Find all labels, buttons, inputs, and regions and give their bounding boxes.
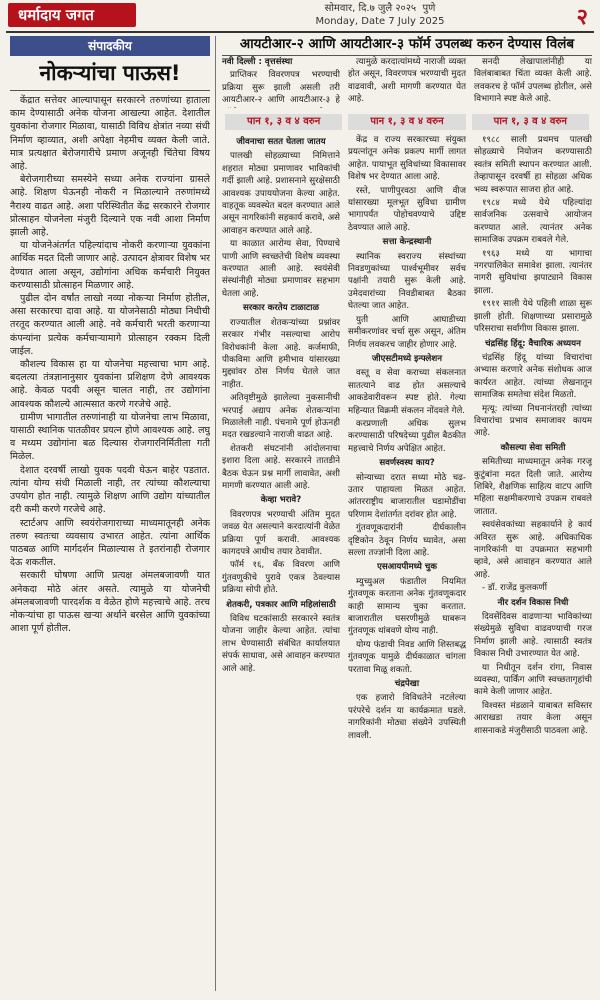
news-section bbox=[222, 36, 592, 991]
article-paragraph: योग्य फंडाची निवड आणि शिस्तबद्ध गुंतवणूक यामुळे दीर्घकाळात चांगला परतावा मिळू शकतो. bbox=[348, 639, 466, 675]
article-paragraph: गुंतवणूकदारांनी दीर्घकालीन दृष्टिकोन ठेवून निर्णय घ्यावेत, असा सल्ला तज्ज्ञांनी दिला आहे. bbox=[348, 523, 466, 558]
news-top-col bbox=[222, 56, 340, 108]
article-paragraph: या निधीतून दर्शन रांगा, निवास व्यवस्था, पार्किंग आणि स्वच्छतागृहांची कामे केली जाणार आहेत. bbox=[474, 662, 592, 698]
news-lower-columns bbox=[222, 134, 592, 991]
author-signature: - डॉ. राजेंद्र कुलकर्णी bbox=[482, 583, 547, 594]
subheading: केव्हा भरावे? bbox=[260, 495, 302, 506]
article-paragraph: समितीच्या माध्यमातून अनेक गरजू कुटुंबांना मदत दिली जाते. आरोग्य शिबिरे, शैक्षणिक साहित्य वाटप आणि महिला सक्षमीकरणाचे उपक्रम राबवले जातात. bbox=[474, 457, 592, 517]
article-paragraph: १९८८ साली प्रथमच पालखी सोहळ्याचे नियोजन करण्यासाठी स्वतंत्र समिती स्थापन करण्यात आली. तेव्हापासून दरवर्षी हा सोहळा अधिक भव्य स्वरूपात साजरा होत आहे. bbox=[474, 135, 592, 195]
article-paragraph: करप्रणाली अधिक सुलभ करण्यासाठी परिषदेच्या पुढील बैठकीत महत्त्वाचे निर्णय अपेक्षित आहेत. bbox=[348, 418, 466, 454]
article-paragraph: शेतकरी संघटनांनी आंदोलनाचा इशारा दिला आहे. सरकारने तातडीने बैठक घेऊन प्रश्न मार्गी लावावेत, अशी मागणी करण्यात आली आहे. bbox=[222, 443, 340, 491]
subheading: चंद्रसिंह हिंदू: वैचारिक अध्ययन bbox=[485, 338, 581, 349]
article-paragraph: १९६३ मध्ये या भागाचा नगरपालिकेत समावेश झाला. त्यानंतर नागरी सुविधांचा झपाट्याने विकास झाला. bbox=[474, 248, 592, 296]
continued-label: पान १, ३ व ४ वरुन bbox=[472, 114, 589, 130]
article-paragraph: पालखी सोहळ्याच्या निमित्ताने शहरात मोठ्या प्रमाणावर भाविकांची गर्दी झाली आहे. प्रशासनाने सुरक्षेसाठी आवश्यक उपाययोजना केल्या आहेत. वाहतूक व्यवस्थेत बदल करण्यात आले असून नागरिकांनी सहकार्य करावे, असे आवाहन करण्यात आले आहे. bbox=[222, 151, 340, 236]
news-top-text: त्यामुळे करदात्यांमध्ये नाराजी व्यक्त होत असून, विवरणपत्र भरण्याची मुदत वाढवावी, अशी मागणी करण्यात येत आहे. bbox=[348, 57, 466, 105]
article-paragraph: विश्वस्त मंडळाने याबाबत सविस्तर आराखडा तयार केला असून शासनाकडे मंजुरीसाठी पाठवला आहे. bbox=[474, 700, 592, 736]
article-paragraph: विवरणपत्र भरण्याची अंतिम मुदत जवळ येत असल्याने करदात्यांनी वेळेत प्रक्रिया पूर्ण करावी. आवश्यक कागदपत्रे आधीच तयार ठेवावीत. bbox=[222, 509, 340, 557]
news-column-1 bbox=[222, 134, 340, 991]
article-paragraph: १९८४ मध्ये येथे पहिल्यांदा सार्वजनिक उत्सवाचे आयोजन करण्यात आले. त्यानंतर अनेक सामाजिक उपक्रम राबवले गेले. bbox=[474, 198, 592, 246]
subheading: सरकार करतेय टाळाटाळ bbox=[242, 303, 320, 314]
section-label: पुणे bbox=[422, 3, 436, 14]
news-top-columns bbox=[222, 56, 592, 108]
article-paragraph: वस्तू व सेवा कराच्या संकलनात सातत्याने वाढ होत असल्याचे आकडेवारीवरून स्पष्ट होते. गेल्या महिन्यात विक्रमी संकलन नोंदवले गेले. bbox=[348, 368, 466, 416]
news-top-text: प्राप्तिकर विवरणपत्र भरण्याची प्रक्रिया सुरू झाली असली तरी आयटीआर-२ आणि आयटीआर-३ हे bbox=[222, 70, 340, 106]
page-number: २ bbox=[576, 5, 588, 30]
news-top-col bbox=[348, 56, 466, 108]
editorial-paragraph: स्टार्टअप आणि स्वयंरोजगाराच्या माध्यमातूनही अनेक तरुण स्वतःचा व्यवसाय उभारत आहेत. त्यांना आर्थिक पाठबळ आणि मार्गदर्शन मिळाल्यास ते इतरांनाही रोजगार देऊ शकतील. bbox=[10, 517, 210, 569]
date-english: Monday, Date 7 July 2025 bbox=[315, 16, 445, 27]
article-paragraph: केंद्र व राज्य सरकारच्या संयुक्त प्रयत्नांतून अनेक प्रकल्प मार्गी लागत आहेत. पायाभूत सुविधांच्या विकासावर विशेष भर देण्यात आला आहे. bbox=[348, 135, 466, 183]
editorial-paragraph: देशात दरवर्षी लाखो युवक पदवी घेऊन बाहेर पडतात. त्यांना योग्य संधी मिळाली नाही, तर त्यांच्या कौशल्याचा उपयोग होत नाही. त्यामुळे शिक्षण आणि उद्योग यांच्यातील दरी कमी करणे गरजेचे आहे. bbox=[10, 464, 210, 516]
header-rule bbox=[6, 31, 594, 33]
subheading: सत्ता केन्द्रस्थानी bbox=[382, 237, 432, 248]
editorial-body bbox=[10, 91, 210, 635]
editorial-paragraph: पुढील दोन वर्षांत लाखो नव्या नोकऱ्या निर्माण होतील, असा सरकारचा दावा आहे. या योजनेसाठी मोठ्या निधीची तरतूद करण्यात आली आहे. नवे कर्मचारी भरती करणाऱ्या कंपन्यांना प्रत्येक कर्मचाऱ्यामागे प्रोत्साहन रक्कम दिली जाईल. bbox=[10, 293, 210, 357]
editorial-paragraph: या योजनेअंतर्गत पहिल्यांदाच नोकरी करणाऱ्या युवकांना आर्थिक मदत दिली जाणार आहे. उत्पादन क्षेत्रावर विशेष भर देण्यात आला असून, उद्योगांना अधिक कर्मचारी नियुक्त करण्यासाठी प्रोत्साहन मिळणार आहे. bbox=[10, 240, 210, 291]
subheading: जीएसटीमध्ये इन्फ्लेशन bbox=[372, 353, 442, 364]
editorial-column bbox=[10, 36, 210, 991]
news-column-2 bbox=[348, 134, 466, 991]
article-paragraph: चंद्रसिंह हिंदू यांच्या विचारांचा अभ्यास करणारे अनेक संशोधक आज कार्यरत आहेत. त्यांच्या लेखनातून सामाजिक समतेचा संदेश मिळतो. bbox=[474, 352, 592, 401]
article-paragraph: एक हजारो विविधतेने नटलेल्या परंपरेचे दर्शन या कार्यक्रमात घडले. नागरिकांनी मोठ्या संख्येने उपस्थिती लावली. bbox=[348, 693, 466, 741]
editorial-section-label: संपादकीय bbox=[10, 36, 210, 56]
article-paragraph: स्वयंसेवकांच्या सहकार्याने हे कार्य अविरत सुरू आहे. अधिकाधिक नागरिकांनी या उपक्रमात सहभागी व्हावे, असे आवाहन करण्यात आले आहे. bbox=[474, 520, 592, 580]
article-paragraph: दिवसेंदिवस वाढणाऱ्या भाविकांच्या संख्येमुळे सुविधा वाढवण्याची गरज निर्माण झाली आहे. त्यासाठी स्वतंत्र विकास निधी उभारण्यात येत आहे. bbox=[474, 612, 592, 660]
news-headline: आयटीआर-२ आणि आयटीआर-३ फॉर्म उपलब्ध करुन देण्यास विलंब bbox=[222, 36, 592, 56]
article-paragraph: अतिवृष्टीमुळे झालेल्या नुकसानीची भरपाई अद्याप अनेक शेतकऱ्यांना मिळालेली नाही. पंचनामे पूर्ण होऊनही मदत रखडल्याने नाराजी वाढत आहे. bbox=[222, 393, 340, 441]
subheading: सवर्णस्वस्थ काय? bbox=[379, 458, 435, 469]
article-paragraph: म्युच्युअल फंडातील नियमित गुंतवणूक करताना अनेक गुंतवणूकदार काही सामान्य चुका करतात. बाजारातील घसरणीमुळे घाबरून गुंतवणूक थांबवणे योग्य नाही. bbox=[348, 576, 466, 637]
subheading: कौसल्या सेवा समिती bbox=[500, 442, 566, 453]
article-paragraph: सोन्याच्या दरात सध्या मोठे चढ-उतार पाहायला मिळत आहेत. आंतरराष्ट्रीय बाजारातील घडामोडींचा परिणाम देशांतर्गत दरांवर होत आहे. bbox=[348, 472, 466, 520]
editorial-paragraph: केंद्रात सत्तेवर आल्यापासून सरकारने तरुणांच्या हाताला काम देण्यासाठी अनेक योजना आखल्या आहेत. देशातील युवकांना रोजगार मिळावा, यासाठी विविध क्षेत्रांत नव्या संधी निर्माण व्हाव्यात, अशी अपेक्षा नेहमीच व्यक्त केली जाते. मात्र प्रत्यक्षात बेरोजगारीचे प्रमाण अजूनही चिंतेचा विषय आहे. bbox=[10, 95, 210, 173]
column-divider bbox=[215, 36, 216, 991]
news-top-col bbox=[474, 56, 592, 108]
news-column-3 bbox=[474, 134, 592, 991]
news-byline: नवी दिल्ली : वृत्तसंस्था bbox=[222, 57, 293, 67]
article-paragraph: रस्ते, पाणीपुरवठा आणि वीज यांसारख्या मूलभूत सुविधा ग्रामीण भागापर्यंत पोहोचवण्याचे उद्दिष्ट ठेवण्यात आले आहे. bbox=[348, 185, 466, 233]
dateline bbox=[210, 2, 550, 28]
page-header bbox=[0, 0, 600, 34]
article-paragraph: स्थानिक स्वराज्य संस्थांच्या निवडणुकांच्या पार्श्वभूमीवर सर्वच पक्षांनी तयारी सुरू केली आहे. उमेदवारांच्या निवडीबाबत बैठका घेतल्या जात आहेत. bbox=[348, 251, 466, 312]
newspaper-logo: धर्मादाय जगत bbox=[8, 3, 136, 27]
editorial-paragraph: सरकारी घोषणा आणि प्रत्यक्ष अंमलबजावणी यात अनेकदा मोठे अंतर असते. त्यामुळे या योजनेची अंमलबजावणी पारदर्शक व वेळेत होणे महत्त्वाचे आहे. तरच नोकऱ्यांचा हा पाऊस खऱ्या अर्थाने बरसेल आणि युवकांच्या आशा पूर्ण होतील. bbox=[10, 570, 210, 635]
editorial-paragraph: कौशल्य विकास हा या योजनेचा महत्त्वाचा भाग आहे. बदलत्या तंत्रज्ञानानुसार युवकांना प्रशिक्षण देणे आवश्यक आहे. केवळ पदवी असून चालत नाही, तर उद्योगांना आवश्यक कौशल्ये आत्मसात करणे गरजेचे आहे. bbox=[10, 359, 210, 410]
subheading: नीर दर्शन विकास निधी bbox=[497, 597, 569, 608]
article-paragraph: मृत्यू: त्यांच्या निधनानंतरही त्यांच्या विचारांचा प्रभाव समाजावर कायम आहे. bbox=[474, 403, 592, 439]
editorial-paragraph: ग्रामीण भागातील तरुणांनाही या योजनेचा लाभ मिळावा, यासाठी स्थानिक पातळीवर प्रयत्न होणे आवश्यक आहे. लघु व मध्यम उद्योगांना बळ दिल्यास रोजगारनिर्मितीला गती मिळेल. bbox=[10, 411, 210, 463]
article-paragraph: राज्यातील शेतकऱ्यांच्या प्रश्नांवर सरकार गंभीर नसल्याचा आरोप विरोधकांनी केला आहे. कर्जमाफी, पीकविमा आणि हमीभाव यांसारख्या मुद्द्यांवर ठोस निर्णय घेतले जात नाहीत. bbox=[222, 317, 340, 390]
subheading: चंद्रपेखा bbox=[394, 679, 420, 690]
subheading: शेतकरी, पत्रकार आणि महिलांसाठी bbox=[226, 599, 336, 610]
continued-label: पान १, ३ व ४ वरुन bbox=[225, 114, 342, 130]
subheading: जीवनाचा सतत घेतला जातय bbox=[236, 137, 326, 147]
article-paragraph: १९११ साली येथे पहिली शाळा सुरू झाली होती. शिक्षणाच्या प्रसारामुळे परिसराचा सर्वांगीण विकास झाला. bbox=[474, 299, 592, 335]
subheading: एसआयपीमध्ये चुक bbox=[377, 562, 437, 573]
continued-strip bbox=[222, 114, 592, 130]
news-top-text: सनदी लेखापालांनीही या विलंबाबाबत चिंता व्यक्त केली आहे. लवकरच हे फॉर्म उपलब्ध होतील, असे विभागाने स्पष्ट केले आहे. bbox=[474, 57, 592, 105]
editorial-title: नोकऱ्यांचा पाऊस! bbox=[10, 56, 210, 91]
article-paragraph: फॉर्म १६, बँक विवरण आणि गुंतवणुकीचे पुरावे एकत्र ठेवल्यास प्रक्रिया सोपी होते. bbox=[222, 560, 340, 596]
article-paragraph: युती आणि आघाडीच्या समीकरणांवर चर्चा सुरू असून, अंतिम निर्णय लवकरच जाहीर होणार आहे. bbox=[348, 314, 466, 350]
article-paragraph: विविध घटकांसाठी सरकारने स्वतंत्र योजना जाहीर केल्या आहेत. त्यांचा लाभ घेण्यासाठी संबंधित कार्यालयात संपर्क साधावा, असे आवाहन करण्यात आले आहे. bbox=[222, 614, 340, 674]
continued-label: पान १, ३ व ४ वरुन bbox=[348, 114, 465, 130]
article-paragraph: या काळात आरोग्य सेवा, पिण्याचे पाणी आणि स्वच्छतेची विशेष व्यवस्था करण्यात आली आहे. स्वयंसेवी संस्थांनीही मोठ्या प्रमाणावर सहभाग घेतला आहे. bbox=[222, 239, 340, 299]
date-marathi: सोमवार, दि.७ जुलै २०२५ bbox=[324, 3, 417, 14]
editorial-paragraph: बेरोजगारीच्या समस्येने सध्या अनेक राज्यांना ग्रासले आहे. शिक्षण घेऊनही नोकरी न मिळाल्याने तरुणांमध्ये नैराश्य वाढत आहे. अशा परिस्थितीत केंद्र सरकारने रोजगार प्रोत्साहन योजनेला मंजुरी दिल्याने एक नवी आशा निर्माण झाली आहे. bbox=[10, 174, 210, 239]
